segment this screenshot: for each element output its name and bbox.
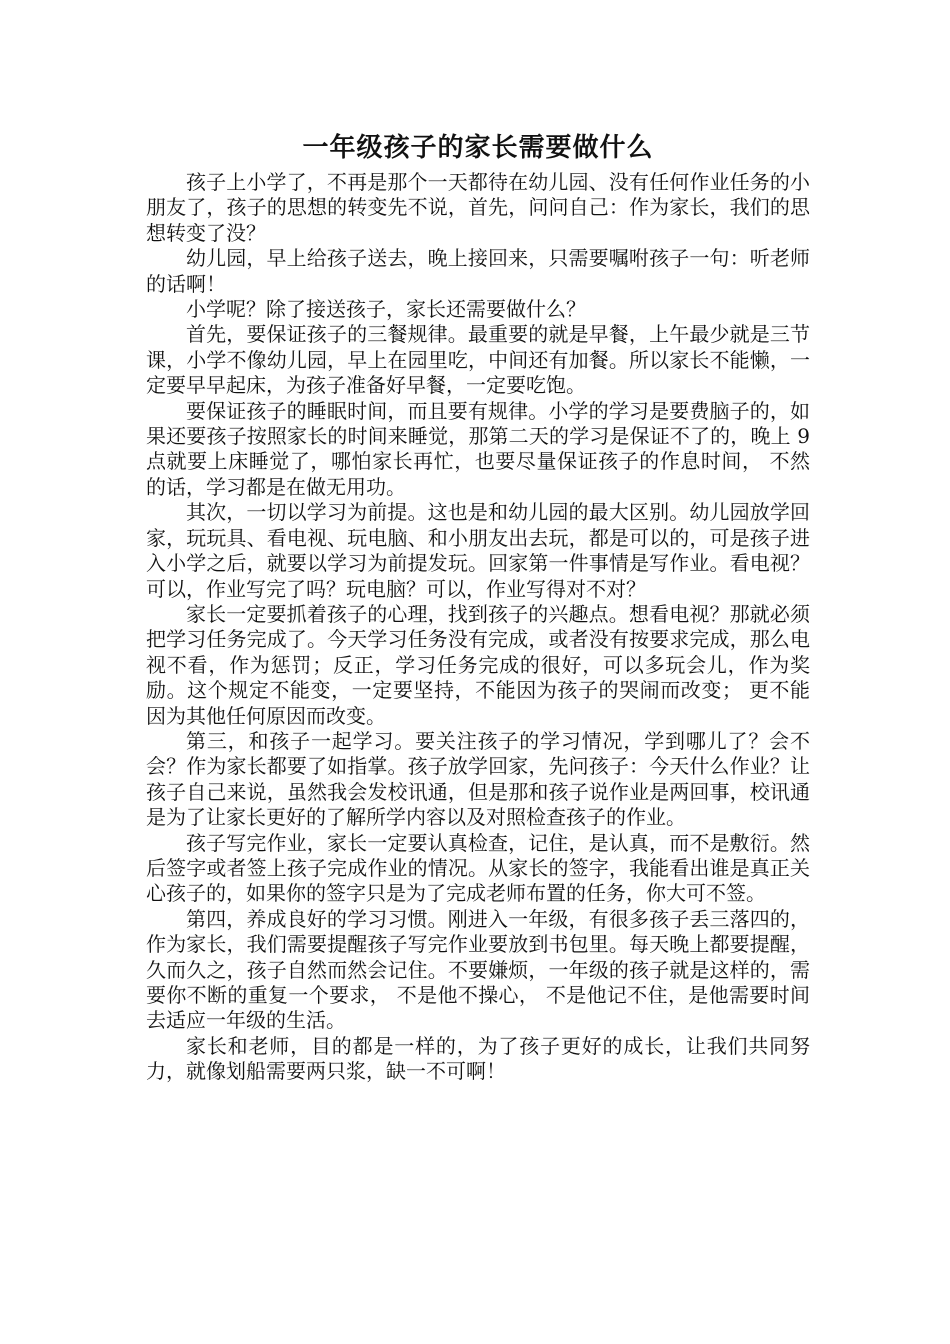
paragraph-11: 家长和老师，目的都是一样的，为了孩子更好的成长，让我们共同努力，就像划船需要两只浆，缺一不可啊！ [146,1033,810,1084]
document-title: 一年级孩子的家长需要做什么 [302,133,654,163]
paragraph-8: 第三，和孩子一起学习。要关注孩子的学习情况，学到哪儿了？会不会？作为家长都要了如指掌。孩子放学回家，先问孩子：今天什么作业？让孩子自己来说，虽然我会发校讯通，但是那和孩子说作业是两回事，校讯通是为了让家长更好的了解所学内容以及对照检查孩子的作业。 [146,728,810,830]
paragraph-10: 第四，养成良好的学习习惯。刚进入一年级，有很多孩子丢三落四的，作为家长，我们需要提醒孩子写完作业要放到书包里。每天晚上都要提醒，久而久之，孩子自然而然会记住。不要嫌烦，一年级的孩子就是这样的，需要你不断的重复一个要求， 不是他不操心， 不是他记不住，是他需要时间去适应一年级的生活。 [146,906,810,1033]
paragraph-5: 要保证孩子的睡眠时间，而且要有规律。小学的学习是要费脑子的，如果还要孩子按照家长的时间来睡觉，那第二天的学习是保证不了的，晚上 9 点就要上床睡觉了，哪怕家长再忙，也要尽量保证孩子的作息时间， 不然的话，学习都是在做无用功。 [146,398,810,499]
paragraph-1: 孩子上小学了，不再是那个一天都待在幼儿园、没有任何作业任务的小朋友了，孩子的思想的转变先不说，首先，问问自己：作为家长，我们的思想转变了没？ [146,170,810,245]
paragraph-3: 小学呢？除了接送孩子，家长还需要做什么？ [186,297,586,322]
paragraph-2: 幼儿园，早上给孩子送去，晚上接回来，只需要嘱咐孩子一句：听老师的话啊！ [146,246,810,296]
paragraph-7: 家长一定要抓着孩子的心理，找到孩子的兴趣点。想看电视？那就必须把学习任务完成了。今天学习任务没有完成，或者没有按要求完成，那么电视不看，作为惩罚；反正，学习任务完成的很好，可以多玩会儿，作为奖励。这个规定不能变，一定要坚持，不能因为孩子的哭闹而改变； 更不能因为其他任何原因而改变。 [146,601,810,728]
paragraph-9: 孩子写完作业，家长一定要认真检查，记住，是认真，而不是敷衍。然后签字或者签上孩子完成作业的情况。从家长的签字，我能看出谁是真正关心孩子的，如果你的签字只是为了完成老师布置的任务，你大可不签。 [146,830,810,906]
document-page [146,128,810,1085]
paragraph-4: 首先，要保证孩子的三餐规律。最重要的就是早餐，上午最少就是三节课，小学不像幼儿园，早上在园里吃，中间还有加餐。所以家长不能懒，一定要早早起床，为孩子准备好早餐，一定要吃饱。 [146,322,810,398]
paragraph-6: 其次，一切以学习为前提。这也是和幼儿园的最大区别。幼儿园放学回家，玩玩具、看电视、玩电脑、和小朋友出去玩，都是可以的，可是孩子进入小学之后，就要以学习为前提发玩。回家第一件事情是写作业。看电视？可以，作业写完了吗？玩电脑？可以，作业写得对不对？ [146,500,810,601]
